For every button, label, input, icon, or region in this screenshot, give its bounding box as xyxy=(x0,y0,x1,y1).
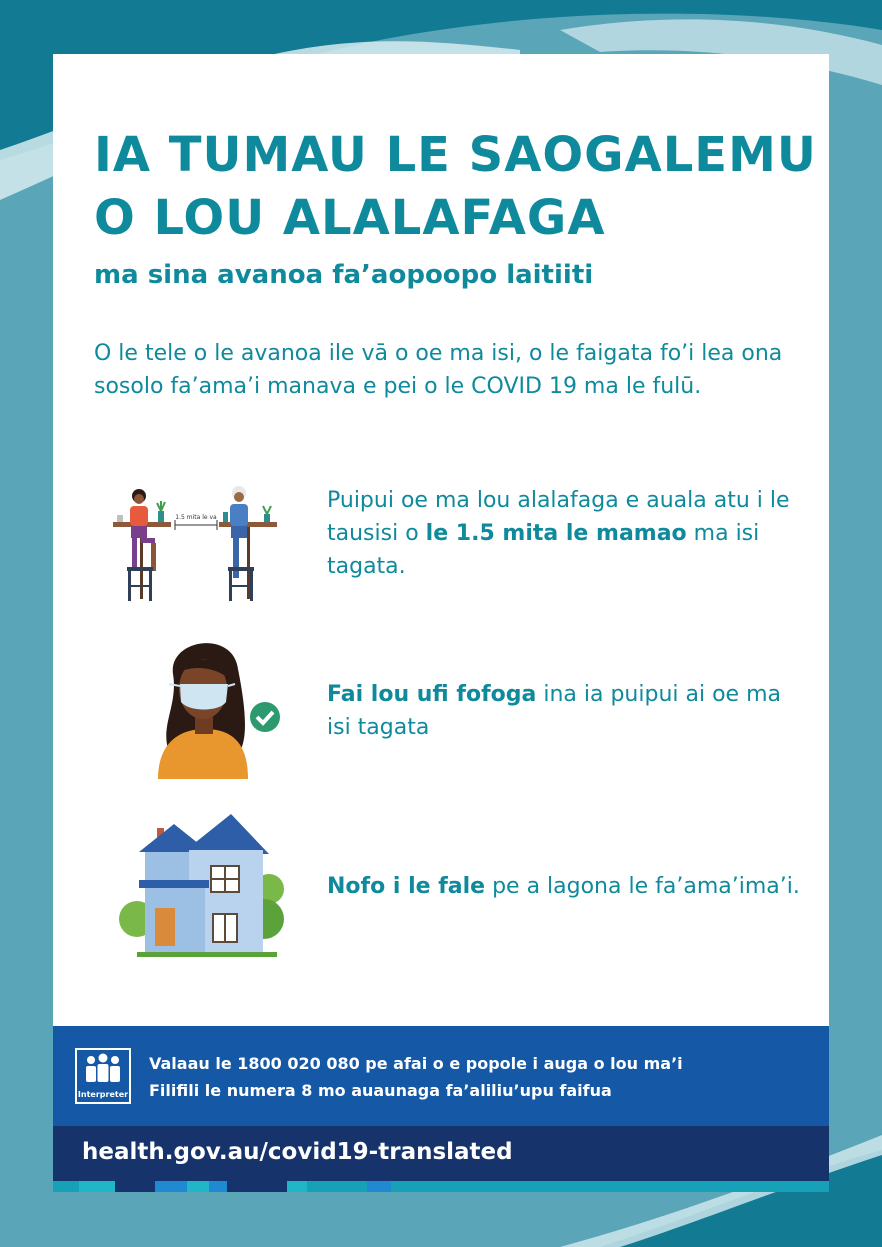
footer-stripe xyxy=(53,1181,829,1192)
footer-url[interactable]: health.gov.au/covid19-translated xyxy=(82,1139,513,1165)
footer-banner xyxy=(53,1126,829,1181)
page-title xyxy=(94,124,817,250)
interpreter-line-1: Valaau le 1800 020 080 pe afai o e popole i auga o lou ma’i xyxy=(149,1054,683,1073)
title-line-1: IA TUMAU LE SAOGALEMU xyxy=(94,127,817,183)
interpreter-banner xyxy=(53,1026,829,1126)
poster-card xyxy=(53,54,829,1192)
tip-mask-text: Fai lou ufi fofoga ina ia puipui ai oe ma isi tagata xyxy=(327,682,781,740)
interpreter-icon xyxy=(75,1048,131,1104)
interpreter-icon-label: Interpreter xyxy=(77,1090,129,1099)
checkmark-icon xyxy=(250,702,280,732)
title-line-2: O LOU ALALAFAGA xyxy=(94,190,606,246)
distance-label: 1.5 mita le va xyxy=(175,514,217,521)
house-icon xyxy=(119,814,289,959)
subtitle: ma sina avanoa fa’aopoopo laitiiti xyxy=(94,260,594,290)
distancing-icon xyxy=(111,479,281,603)
tip-distancing-text: Puipui oe ma lou alalafaga e auala atu i le tausisi o le 1.5 mita le mamao ma isi tagata. xyxy=(327,488,790,579)
face-mask-icon xyxy=(153,634,283,779)
tip-stay-home-text: Nofo i le fale pe a lagona le fa’ama’ima’i. xyxy=(327,874,800,899)
interpreter-line-2: Filifili le numera 8 mo auaunaga fa’aliliu’upu faifua xyxy=(149,1081,612,1100)
intro-paragraph: O le tele o le avanoa ile vā o oe ma isi, o le faigata fo’i lea ona sosolo fa’ama’i manava e pei o le COVID 19 ma le fulū. xyxy=(94,341,783,399)
